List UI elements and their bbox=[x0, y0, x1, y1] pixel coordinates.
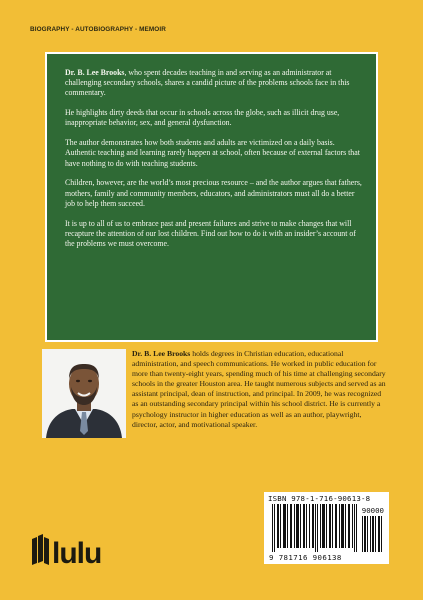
lulu-book-icon bbox=[30, 533, 120, 569]
blurb-paragraph-2: He highlights dirty deeds that occur in schools across the globe, such as illicit drug use, inappropriate behavior, sex, and general dysfunction. bbox=[65, 108, 340, 128]
publisher-name: lulu bbox=[52, 537, 102, 569]
bio-author-name: Dr. B. Lee Brooks bbox=[132, 349, 191, 358]
publisher-logo bbox=[30, 533, 120, 569]
blurb-author-name: Dr. B. Lee Brooks bbox=[65, 68, 125, 77]
blurb-paragraph-4: Children, however, are the world’s most precious resource – and the author argues that fathers, mothers, family and community members, educators, and administrators must all do a better job to help them succeed. bbox=[65, 178, 362, 208]
blurb-paragraph-1 bbox=[65, 68, 362, 99]
bio-text: holds degrees in Christian education, educational administration, and speech communications. He worked in public education for more than twenty-eight years, spending much of his time at challenging secondary schools in the greater Houston area. He taught numerous subjects and served as an assistant principal, dean of instruction, and principal. In 2009, he was recognized as an outstanding secondary principal within his school district. He is currently a psychology instructor in higher education as well as an author, playwright, director, actor, and motivational speaker. bbox=[132, 349, 386, 429]
category-label: BIOGRAPHY - AUTOBIOGRAPHY - MEMOIR bbox=[30, 26, 166, 33]
blurb-paragraph-1-text: , who spent decades teaching in and serving as an administrator at challenging secondary schools, shares a candid picture of the problems schools face in this commentary. bbox=[65, 68, 350, 98]
price-code: 90000 bbox=[361, 506, 384, 515]
isbn-barcode bbox=[264, 492, 389, 564]
author-photo bbox=[42, 349, 126, 438]
blurb-paragraph-3: The author demonstrates how both students and adults are victimized on a daily basis. Authentic teaching and learning rarely happen at school, often because of external factors that have nothing to do with teaching students. bbox=[65, 138, 360, 168]
isbn-number: ISBN 978-1-716-90613-8 bbox=[268, 494, 371, 503]
ean-digits: 9 781716 906138 bbox=[269, 553, 342, 562]
blurb-paragraph-5: It is up to all of us to embrace past and present failures and strive to make changes that will recapture the attention of our lost children. Find out how to do it with an insider’s account of the problems we must overcome. bbox=[65, 218, 356, 249]
blurb-panel bbox=[45, 52, 378, 342]
